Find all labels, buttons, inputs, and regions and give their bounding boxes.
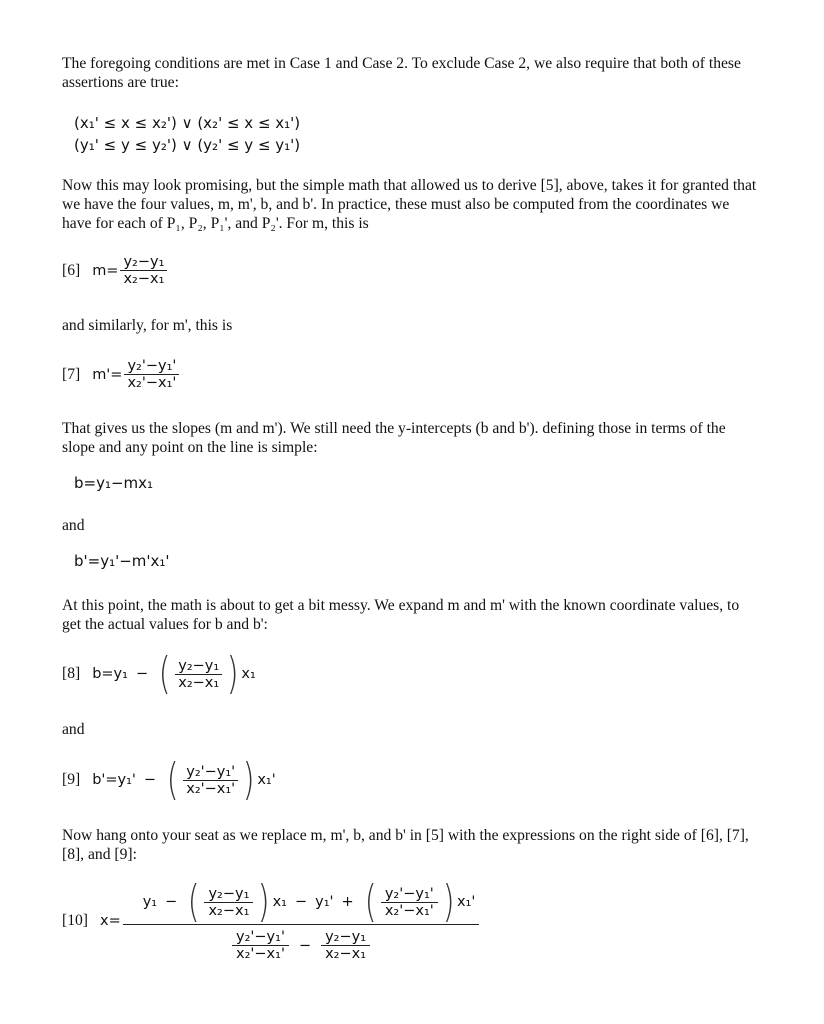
paragraph-coordinates: Now this may look promising, but the simple math that allowed us to derive [5], above, takes it for granted that we have the four values, m, m', b, and b'. In practice, these must also be computed from the coordinates we have for each of P₁, P₂, P₁', and P₂'. For m, this is (62, 177, 757, 232)
equation-9-numerator: y₂'−y₁' (186, 763, 236, 780)
equation-10-label: [10] (62, 912, 88, 929)
equation-9 (62, 754, 276, 805)
equation-7-label: [7] (62, 365, 81, 383)
paragraph-and-1: and (62, 517, 85, 534)
equation-7-numerator: y₂'−y₁' (127, 358, 177, 374)
equation-10-numerator: y₁ − ( $\frac{\text{y₂−y₁}}{\text{x₂−x₁}}$ ) x₁ − y₁' + ( $\frac{\text{y₂'−y₁'}}{\text{x₂'−x₁'}}$ ) x₁' (142, 876, 476, 927)
equation-10-lhs: x= (99, 913, 121, 929)
equation-8-right-paren: ) (226, 648, 239, 699)
equation-7-fraction (124, 358, 179, 391)
equation-8-fraction (175, 658, 222, 691)
equation-9-lhs: b'=y₁' (92, 772, 136, 788)
equation-b-prime: b'=y₁'−m'x₁' (74, 552, 170, 570)
paragraph-and-2: and (62, 721, 85, 738)
paragraph-similarly: and similarly, for m', this is (62, 317, 233, 334)
equation-6-fraction (120, 254, 167, 287)
equation-10-y1-prime: y₁' (315, 894, 334, 910)
equation-8-label: [8] (62, 665, 81, 682)
equation-10-x1: x₁ (272, 894, 287, 910)
equation-9-label: [9] (62, 771, 81, 788)
assertion-x: (x₁' ≤ x ≤ x₂') ∨ (x₂' ≤ x ≤ x₁') (74, 114, 301, 132)
equation-10-denominator-minus: − (298, 937, 312, 954)
equation-7 (62, 358, 181, 391)
equation-10-denominator (226, 925, 376, 962)
paragraph-intro: The foregoing conditions are met in Case 1 and Case 2. To exclude Case 2, we also require that both of these assertions are true: (62, 55, 741, 91)
equation-8-left-paren: ( (158, 648, 171, 699)
equation-10-minus-2: − (294, 894, 308, 910)
equation-8-tail: x₁ (241, 666, 256, 682)
equation-10-numerator-fraction-1: $\frac{\text{y₂−y₁}}{\text{x₂−x₁}}$ (204, 886, 253, 919)
equation-10-denominator-fraction-1: $\frac{\text{y₂'−y₁'}}{\text{x₂'−x₁'}}$ (232, 929, 289, 962)
equation-6-label: [6] (62, 261, 81, 279)
equation-6-denominator: x₂−x₁ (123, 271, 165, 287)
equation-10-numerator-fraction-2: $\frac{\text{y₂'−y₁'}}{\text{x₂'−x₁'}}$ (381, 886, 438, 919)
equation-7-lhs: m'= (92, 366, 123, 383)
equation-8-numerator: y₂−y₁ (178, 657, 220, 674)
paragraph-slopes: That gives us the slopes (m and m'). We still need the y-intercepts (b and b'). defining those in terms of the slope and any point on the line is simple: (62, 420, 726, 456)
equation-6-numerator: y₂−y₁ (123, 254, 165, 270)
equation-8 (62, 648, 256, 699)
equation-10-denominator-fraction-2: $\frac{\text{y₂−y₁}}{\text{x₂−x₁}}$ (321, 929, 370, 962)
equation-10 (62, 876, 481, 962)
equation-10-x1-prime: x₁' (456, 894, 476, 910)
paragraph-hang-on: Now hang onto your seat as we replace m, m', b, and b' in [5] with the expressions on the right side of [6], [7], [8], and [9]: (62, 827, 749, 863)
equation-6-lhs: m= (92, 262, 119, 279)
equation-10-plus: + (341, 894, 354, 910)
equation-b: b=y₁−mx₁ (74, 474, 154, 492)
equation-10-y1: y₁ (142, 894, 158, 910)
equation-9-fraction (183, 764, 238, 797)
equation-8-minus: − (135, 666, 149, 682)
equation-9-right-paren: ) (242, 754, 255, 805)
equation-10-minus-1: − (165, 894, 178, 910)
equation-9-left-paren: ( (166, 754, 179, 805)
equation-6 (62, 254, 169, 287)
equation-10-main-fraction (123, 876, 480, 962)
equation-9-tail: x₁' (257, 772, 276, 788)
equation-8-lhs: b=y₁ (92, 666, 128, 682)
assertion-y: (y₁' ≤ y ≤ y₂') ∨ (y₂' ≤ y ≤ y₁') (74, 136, 301, 154)
equation-9-denominator: x₂'−x₁' (186, 780, 236, 797)
equation-9-minus: − (143, 772, 157, 788)
equation-7-denominator: x₂'−x₁' (127, 375, 177, 391)
equation-8-denominator: x₂−x₁ (178, 674, 220, 691)
paragraph-messy: At this point, the math is about to get a bit messy. We expand m and m' with the known coordinate values, to get the actual values for b and b': (62, 597, 740, 633)
